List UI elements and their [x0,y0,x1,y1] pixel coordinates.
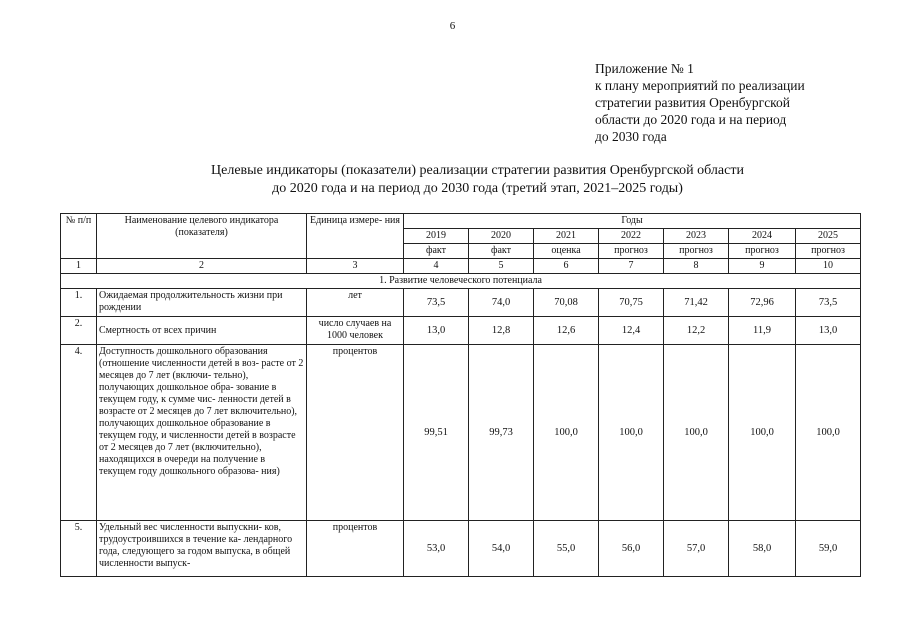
appendix-line: до 2030 года [595,129,667,144]
row-value: 13,0 [404,317,469,345]
header-kind: прогноз [729,244,796,259]
row-value: 13,0 [796,317,861,345]
column-number: 1 [61,259,97,274]
header-unit: Единица измере- ния [307,214,404,259]
appendix-line: области до 2020 года и на период [595,112,787,127]
table-row [61,345,861,521]
table-row [61,317,861,345]
page-number: 6 [449,20,456,32]
row-value: 70,08 [534,289,599,317]
row-value: 56,0 [599,521,664,577]
table-row [61,521,861,577]
column-number: 5 [469,259,534,274]
header-year: 2020 [469,229,534,244]
row-value: 99,73 [469,345,534,521]
row-value: 12,2 [664,317,729,345]
appendix-line: Приложение № 1 [595,61,694,76]
row-name: Ожидаемая продолжительность жизни при рождении [97,289,307,317]
column-number: 2 [97,259,307,274]
row-name: Удельный вес численности выпускни- ков, трудоустроившихся в течение ка- лендарного года, следующего за годом выпуска, в общей численности выпуск- [97,521,307,577]
row-value: 12,4 [599,317,664,345]
document-title-line: до 2020 года и на период до 2030 года (третий этап, 2021–2025 годы) [272,181,683,196]
section-row [61,274,861,289]
row-value: 11,9 [729,317,796,345]
appendix-line: стратегии развития Оренбургской [595,95,791,110]
header-name: Наименование целевого индикатора (показателя) [97,214,307,259]
header-num: № п/п [61,214,97,259]
section-title: 1. Развитие человеческого потенциала [61,274,861,289]
row-value: 71,42 [664,289,729,317]
column-number: 8 [664,259,729,274]
document-title-line: Целевые индикаторы (показатели) реализации стратегии развития Оренбургской области [211,163,744,178]
row-name: Смертность от всех причин [97,317,307,345]
row-value: 74,0 [469,289,534,317]
row-value: 54,0 [469,521,534,577]
header-kind: прогноз [664,244,729,259]
header-years-group: Годы [404,214,861,229]
column-number: 9 [729,259,796,274]
row-unit: число случаев на 1000 человек [307,317,404,345]
row-value: 100,0 [534,345,599,521]
column-number: 6 [534,259,599,274]
row-unit: процентов [307,521,404,577]
table-row [61,289,861,317]
appendix-line: к плану мероприятий по реализации [595,78,805,93]
row-value: 73,5 [796,289,861,317]
row-value: 12,6 [534,317,599,345]
appendix-block [595,60,885,145]
header-kind: оценка [534,244,599,259]
header-year: 2024 [729,229,796,244]
row-value: 99,51 [404,345,469,521]
header-year: 2025 [796,229,861,244]
column-number: 7 [599,259,664,274]
row-unit: лет [307,289,404,317]
document-title [90,162,865,198]
row-value: 100,0 [729,345,796,521]
column-number: 10 [796,259,861,274]
header-kind: прогноз [599,244,664,259]
row-value: 100,0 [796,345,861,521]
row-num: 4. [61,345,97,521]
header-year: 2022 [599,229,664,244]
row-unit: процентов [307,345,404,521]
row-num: 2. [61,317,97,345]
row-name: Доступность дошкольного образования (отношение численности детей в воз- расте от 2 месяцев до 7 лет (включи- тельно), получающих дошкольное обра- зование в текущем году, к сумме чис- ленности детей в возрасте от 2 месяцев до 7 лет включительно), получающих дошкольное образование в текущем году, и численности детей в возрасте от 2 месяцев до 7 лет (включительно), находящихся в очереди на получение в текущем году дошкольного образова- ния) [97,345,307,521]
column-number: 3 [307,259,404,274]
row-value: 70,75 [599,289,664,317]
row-value: 72,96 [729,289,796,317]
header-kind: прогноз [796,244,861,259]
row-value: 59,0 [796,521,861,577]
header-row [61,214,861,229]
row-value: 58,0 [729,521,796,577]
header-year: 2021 [534,229,599,244]
row-value: 100,0 [599,345,664,521]
column-number: 4 [404,259,469,274]
row-value: 55,0 [534,521,599,577]
row-num: 5. [61,521,97,577]
row-num: 1. [61,289,97,317]
row-value: 73,5 [404,289,469,317]
row-value: 100,0 [664,345,729,521]
indicators-table [60,213,861,577]
header-kind: факт [404,244,469,259]
header-kind: факт [469,244,534,259]
header-year: 2019 [404,229,469,244]
row-value: 53,0 [404,521,469,577]
column-numbers-row [61,259,861,274]
row-value: 12,8 [469,317,534,345]
row-value: 57,0 [664,521,729,577]
header-year: 2023 [664,229,729,244]
